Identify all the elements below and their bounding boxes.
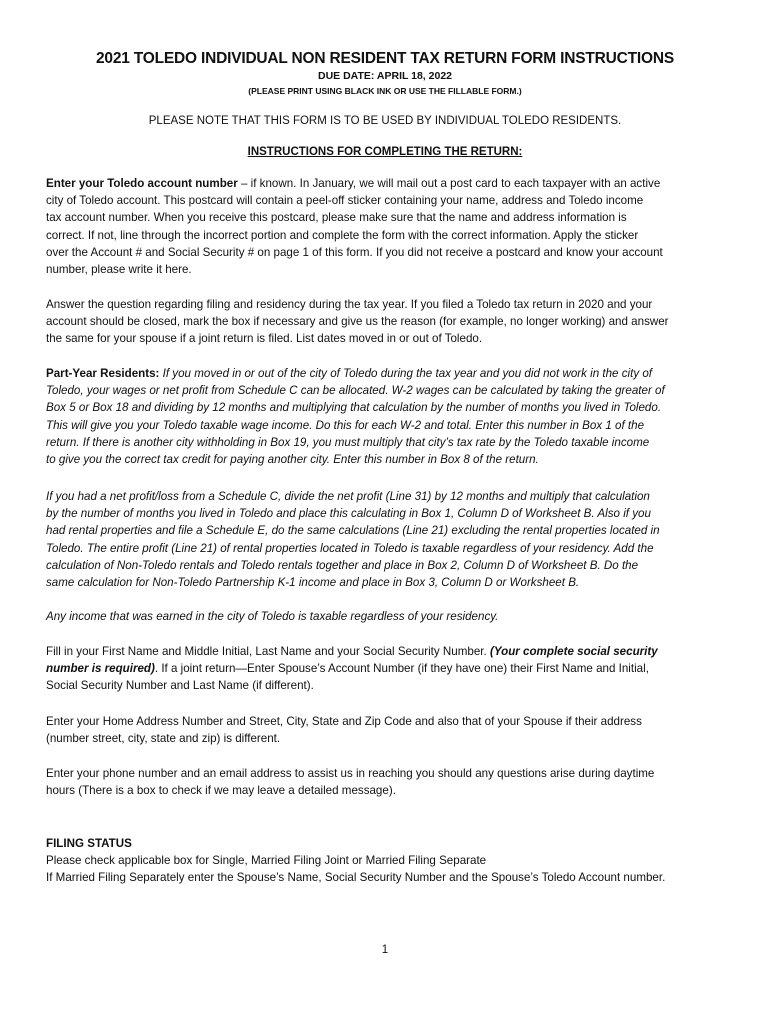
phone-line-1: Enter your phone number and an email address to assist us in reaching you should any questions arise during daytime (46, 767, 655, 780)
part-year-line-3: Box 5 or Box 18 and dividing by 12 months and multiplying that calculation by the number of months you lived in Toledo. (46, 401, 662, 415)
schedule-c-line-5: calculation of Non-Toledo rentals and Toledo rentals together and place in Box 2, Column D of Worksheet B. Do the (46, 558, 639, 572)
account-lead: Enter your Toledo account number (46, 177, 238, 190)
part-year-text-1: If you moved in or out of the city of Toledo during the tax year and you did not work in the city of (159, 367, 653, 380)
account-text-1: – if known. In January, we will mail out a post card to each taxpayer with an active (237, 177, 661, 190)
part-year-line-4: This will give you your Toledo taxable wage income. Do this for each W-2 and total. Enter this number in Box 1 of the (46, 418, 645, 432)
schedule-c-paragraph (46, 488, 730, 591)
ssn-required-note-2: number is required) (46, 662, 155, 676)
schedule-c-line-6: same calculation for Non-Toledo Partnership K-1 income and place in Box 3, Column D or Worksheet B. (46, 576, 580, 590)
residents-note: PLEASE NOTE THAT THIS FORM IS TO BE USED BY INDIVIDUAL TOLEDO RESIDENTS. (148, 115, 622, 127)
address-paragraph (46, 713, 730, 747)
part-year-lead: Part-Year Residents: (46, 367, 160, 380)
filing-status-heading: FILING STATUS (46, 837, 132, 850)
address-line-1: Enter your Home Address Number and Street, City, State and Zip Code and also that of your Spouse if their address (46, 715, 642, 728)
part-year-line-1 (46, 365, 730, 382)
address-line-2: (number street, city, state and zip) is different. (46, 732, 281, 746)
page-number: 1 (381, 944, 389, 956)
phone-line-2: hours (There is a box to check if we may leave a detailed message). (46, 784, 396, 798)
due-date: DUE DATE: APRIL 18, 2022 (317, 70, 452, 82)
account-line-2: city of Toledo account. This postcard will contain a peel-off sticker containing your name, address and Toledo income (46, 194, 644, 208)
account-line-5: over the Account # and Social Security # on page 1 of this form. If you did not receive a postcard and know your account (46, 245, 663, 259)
schedule-c-line-4: Toledo. The entire profit (Line 21) of rental properties located in Toledo is taxable regardless of your residency. Add the (46, 541, 654, 555)
taxable-note: Any income that was earned in the city of Toledo is taxable regardless of your residency. (46, 610, 499, 623)
filing-residency-paragraph (46, 296, 730, 348)
account-line-6: number, please write it here. (46, 263, 192, 277)
names-text-1: Fill in your First Name and Middle Initial, Last Name and your Social Security Number. (46, 645, 490, 658)
part-year-line-5: return. If there is another city withholding in Box 19, you must multiply that city’s tax rate by the Toledo taxable income (46, 435, 650, 449)
filing-status-line-2: If Married Filing Separately enter the Spouse’s Name, Social Security Number and the Spouse’s Toledo Account number. (46, 871, 666, 885)
taxable-note-paragraph (46, 608, 730, 625)
print-note: (PLEASE PRINT USING BLACK INK OR USE THE FILLABLE FORM.) (248, 86, 522, 96)
account-line-1 (46, 175, 730, 192)
names-line-1 (46, 643, 730, 660)
ssn-required-note-1: (Your complete social security (489, 645, 658, 658)
document-title: 2021 TOLEDO INDIVIDUAL NON RESIDENT TAX RETURN FORM INSTRUCTIONS (96, 50, 674, 67)
part-year-line-2: Toledo, your wages or net profit from Schedule C can be allocated. W-2 wages can be calculated by taking the greater of (46, 384, 665, 398)
phone-paragraph (46, 765, 730, 799)
names-text-2: . If a joint return—Enter Spouse’s Account Number (if they have one) their First Name and Initial, (154, 662, 649, 676)
filing-status-section (46, 835, 730, 887)
instructions-heading: INSTRUCTIONS FOR COMPLETING THE RETURN: (247, 146, 523, 158)
names-paragraph (46, 643, 730, 695)
schedule-c-line-2: by the number of months you lived in Toledo and place this calculating in Box 1, Column D of Worksheet B. Also if you (46, 507, 651, 521)
account-number-paragraph (46, 175, 730, 278)
part-year-line-6: to give you the correct tax credit for paying another city. Enter this number in Box 8 of the return. (46, 453, 539, 467)
account-line-4: correct. If not, line through the incorrect portion and complete the form with the correct information. Apply the sticker (46, 228, 639, 242)
schedule-c-line-1: If you had a net profit/loss from a Schedule C, divide the net profit (Line 31) by 12 months and multiply that calculation (46, 490, 650, 503)
names-line-3: Social Security Number and Last Name (if different). (46, 679, 314, 693)
residency-line-1: Answer the question regarding filing and residency during the tax year. If you filed a Toledo tax return in 2020 and your (46, 298, 653, 311)
residency-line-2: account should be closed, mark the box if necessary and give us the reason (for example, no longer working) and answer (46, 315, 669, 329)
names-line-2 (46, 660, 730, 677)
filing-status-line-1: Please check applicable box for Single, Married Filing Joint or Married Filing Separate (46, 854, 487, 868)
part-year-paragraph (46, 365, 730, 468)
account-line-3: tax account number. When you receive this postcard, please make sure that the name and address information is (46, 211, 627, 225)
schedule-c-line-3: had rental properties and file a Schedule E, do the same calculations (Line 21) excluding the rental properties located in (46, 524, 660, 538)
residency-line-3: the same for your spouse if a joint return is filed. List dates moved in or out of Toledo. (46, 332, 483, 346)
